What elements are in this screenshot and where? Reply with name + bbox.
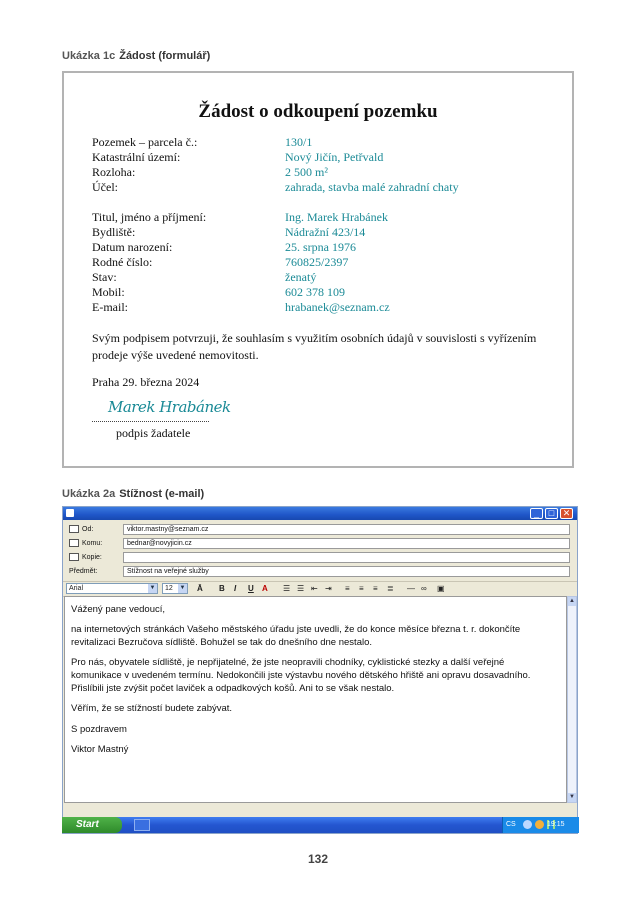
row-value: hrabanek@seznam.cz — [285, 300, 390, 314]
window-titlebar — [63, 507, 577, 520]
row-value: ženatý — [285, 270, 317, 284]
link-icon[interactable]: ∞ — [421, 584, 427, 593]
row-value: Nádražní 423/14 — [285, 225, 366, 239]
font-size-select[interactable]: 12 ▼ — [162, 583, 188, 594]
network-icon[interactable] — [523, 820, 532, 829]
taskbar-window-icon[interactable] — [134, 819, 150, 831]
from-row — [65, 523, 570, 536]
cc-field[interactable] — [123, 552, 570, 563]
sample-1-prefix: Ukázka 1c — [62, 50, 116, 62]
row-value: 130/1 — [285, 135, 313, 149]
form-row-mobile — [92, 285, 345, 300]
row-label: Mobil: — [92, 285, 125, 299]
text-style-icon[interactable]: Ā — [197, 584, 203, 593]
sample-2-prefix: Ukázka 2a — [62, 488, 116, 500]
taskbar — [62, 817, 578, 833]
italic-button[interactable]: I — [234, 584, 237, 593]
form-row-cadastral — [92, 150, 383, 165]
sample-1-name: Žádost (formulář) — [119, 50, 211, 62]
body-paragraph-1: na internetových stránkách Vašeho městského úřadu jste uvedli, že do konce měsíce března t. r. dokončíte revitalizaci Bezručova sídliště. Bohužel se tak do dnešního dne nestalo. — [71, 624, 521, 648]
page-number: 132 — [307, 852, 329, 866]
align-center-icon[interactable]: ≡ — [359, 584, 364, 593]
signature: Marek Hrabánek — [108, 398, 231, 416]
clock: 19:15 — [547, 821, 565, 828]
row-label: Titul, jméno a příjmení: — [92, 210, 207, 224]
decrease-indent-icon[interactable]: ⇤ — [311, 584, 318, 593]
row-label: Katastrální území: — [92, 150, 181, 164]
subject-row — [65, 565, 570, 578]
row-label: Rodné číslo: — [92, 255, 153, 269]
sample-2-name: Stížnost (e-mail) — [119, 488, 205, 500]
message-body[interactable] — [64, 596, 567, 803]
greeting: Vážený pane vedoucí, — [71, 604, 166, 615]
vertical-scrollbar[interactable] — [567, 596, 577, 803]
system-tray — [502, 817, 579, 833]
maximize-button[interactable]: □ — [545, 508, 558, 519]
security-icon[interactable] — [535, 820, 544, 829]
subject-label: Předmět: — [69, 568, 98, 575]
align-left-icon[interactable]: ≡ — [345, 584, 350, 593]
row-label: Bydliště: — [92, 225, 136, 239]
bullet-list-icon[interactable]: ☰ — [297, 584, 305, 593]
row-label: Datum narození: — [92, 240, 173, 254]
form-row-status — [92, 270, 316, 285]
row-value: 25. srpna 1976 — [285, 240, 356, 254]
form-row-name — [92, 210, 388, 225]
sender-name: Viktor Mastný — [71, 744, 129, 755]
from-field[interactable]: viktor.mastny@seznam.cz — [123, 524, 570, 535]
form-row-area — [92, 165, 328, 180]
signature-label: podpis žadatele — [116, 426, 191, 440]
email-window — [62, 506, 578, 834]
row-label: Pozemek – parcela č.: — [92, 135, 198, 149]
row-value: 760825/2397 — [285, 255, 349, 269]
form-row-birth-number — [92, 255, 348, 270]
row-value: Nový Jičín, Petřvald — [285, 150, 384, 164]
close-button[interactable]: ✕ — [560, 508, 573, 519]
to-field[interactable]: bednar@novyjicin.cz — [123, 538, 570, 549]
sample-2-title — [62, 488, 204, 500]
row-value: 602 378 109 — [285, 285, 345, 299]
cc-row — [65, 551, 570, 564]
increase-indent-icon[interactable]: ⇥ — [325, 584, 332, 593]
format-toolbar — [63, 581, 577, 597]
closing: S pozdravem — [71, 724, 127, 735]
from-label: Od: — [69, 523, 93, 536]
scroll-up-icon[interactable]: ▲ — [569, 598, 575, 604]
cc-label: Kopie: — [69, 551, 102, 564]
minimize-button[interactable]: _ — [530, 508, 543, 519]
row-value: 2 500 m² — [285, 165, 328, 179]
row-label: Stav: — [92, 270, 117, 284]
start-button[interactable]: Start — [62, 817, 122, 833]
font-color-button[interactable]: A — [262, 584, 268, 593]
consent-text: Svým podpisem potvrzuji, že souhlasím s využitím osobních údajů v souvislosti s vyřízením prodeje výše uvedené nemovitosti. — [92, 331, 537, 362]
scroll-down-icon[interactable]: ▼ — [569, 794, 575, 800]
form-heading: Žádost o odkoupení pozemku — [198, 101, 438, 122]
row-value: Ing. Marek Hrabánek — [285, 210, 388, 224]
justify-icon[interactable]: ≣ — [387, 584, 394, 593]
form-row-purpose — [92, 180, 459, 195]
sample-1-title — [62, 50, 210, 62]
signature-line — [92, 421, 209, 422]
app-icon — [66, 509, 74, 517]
form-row-email — [92, 300, 390, 315]
row-label: Účel: — [92, 180, 118, 194]
insert-image-icon[interactable]: ▣ — [437, 584, 445, 593]
bold-button[interactable]: B — [219, 584, 225, 593]
form-row-birthdate — [92, 240, 356, 255]
place-date: Praha 29. března 2024 — [92, 375, 200, 389]
application-form — [62, 71, 574, 468]
align-right-icon[interactable]: ≡ — [373, 584, 378, 593]
address-book-icon[interactable] — [69, 525, 79, 533]
subject-field[interactable]: Stížnost na veřejné služby — [123, 566, 570, 577]
to-label: Komu: — [69, 537, 102, 550]
address-book-icon[interactable] — [69, 553, 79, 561]
horizontal-line-icon[interactable]: — — [407, 584, 415, 593]
to-row — [65, 537, 570, 550]
language-indicator[interactable]: CS — [506, 821, 516, 828]
address-book-icon[interactable] — [69, 539, 79, 547]
numbered-list-icon[interactable]: ☰ — [283, 584, 291, 593]
row-label: E-mail: — [92, 300, 128, 314]
form-row-parcel — [92, 135, 312, 150]
form-row-address — [92, 225, 365, 240]
font-select[interactable]: Arial ▼ — [66, 583, 158, 594]
body-paragraph-2: Pro nás, obyvatele sídliště, je nepřijatelné, že jste neopravili chodníky, cyklistické stezky a další veřejné komunikace v uvedeném termínu. Nedokončili jste výstavbu nového dětského hřiště ani opravu dosavadního. Přislíbili jste zvýšit počet laviček a odpadkových košů. Ani to se však nestalo. — [71, 657, 531, 694]
row-label: Rozloha: — [92, 165, 136, 179]
row-value: zahrada, stavba malé zahradní chaty — [285, 180, 459, 194]
underline-button[interactable]: U — [248, 584, 254, 593]
body-paragraph-3: Věřím, že se stížností budete zabývat. — [71, 703, 233, 714]
